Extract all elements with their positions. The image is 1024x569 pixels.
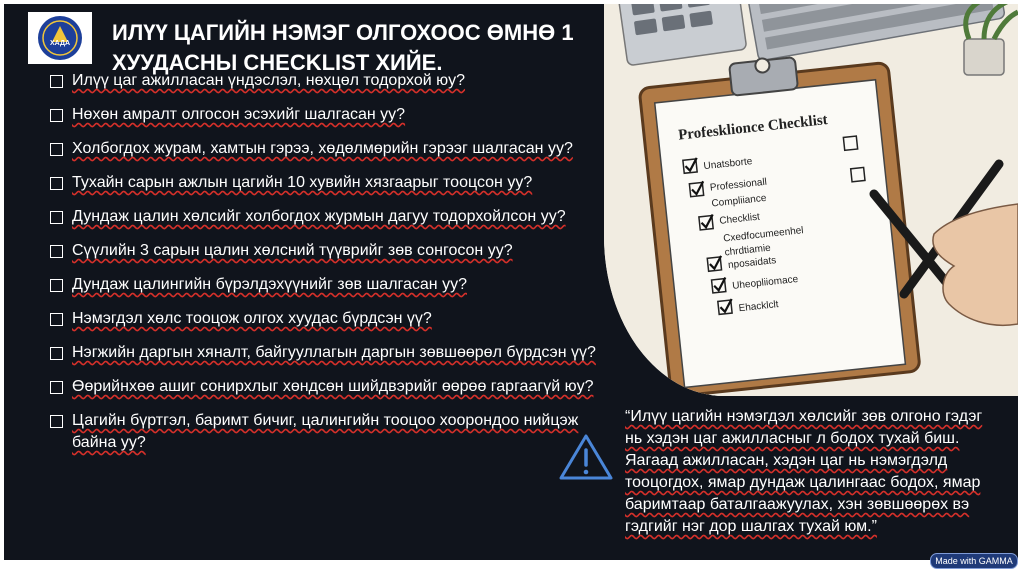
made-with-badge[interactable]: Made with GAMMA <box>930 553 1018 569</box>
checklist <box>50 70 600 466</box>
quote-text <box>625 406 1003 538</box>
checklist-item-text: Нэмэгдэл хөлс тооцож олгох хуудас бүрдсэн үү? <box>72 310 432 327</box>
checklist-item-text: Сүүлийн 3 сарын цалин хөлсний түүврийг зөв сонгосон уу? <box>72 242 513 259</box>
checkbox-icon <box>50 347 63 360</box>
illustration-line: Professionall <box>709 176 768 194</box>
illustration-line: chrdtiamie <box>724 242 772 259</box>
checkbox-icon <box>50 211 63 224</box>
logo-text: ХАДА <box>49 40 71 47</box>
illustration-line: Checklist <box>718 211 761 227</box>
illustration-header: Profesklionce Checklist <box>677 112 829 144</box>
checklist-item <box>50 206 600 228</box>
illustration-line: nposaidats <box>727 255 777 272</box>
checklist-item <box>50 104 600 126</box>
clipboard-icon <box>604 4 1018 396</box>
checklist-item <box>50 308 600 330</box>
checklist-item <box>50 342 600 364</box>
checklist-item-text: Дундаж цалингийн бүрэлдэхүүнийг зөв шалгасан уу? <box>72 276 467 293</box>
clipboard-illustration <box>604 4 1018 396</box>
checkbox-icon <box>50 177 63 190</box>
logo-emblem-icon <box>28 12 92 64</box>
checklist-item <box>50 376 600 398</box>
checklist-item <box>50 274 600 296</box>
checkbox-icon <box>50 313 63 326</box>
illustration-line: Unatsborte <box>703 156 753 173</box>
checklist-item-text: Нөхөн амралт олгосон эсэхийг шалгасан уу? <box>72 106 406 123</box>
checkbox-icon <box>50 381 63 394</box>
checklist-item-text: Холбогдох журам, хамтын гэрээ, хөдөлмөрийн гэрээг шалгасан уу? <box>72 140 573 157</box>
checkbox-icon <box>50 75 63 88</box>
slide-title: ИЛҮҮ ЦАГИЙН НЭМЭГ ОЛГОХООС ӨМНӨ 1 ХУУДАСНЫ CHECKLIST ХИЙЕ. <box>112 20 574 75</box>
checklist-item <box>50 240 600 262</box>
checkbox-icon <box>50 143 63 156</box>
illustration-line: Cxedfocumeenhel <box>722 225 805 245</box>
checkbox-icon <box>50 415 63 428</box>
illustration-line: Compliiance <box>711 192 767 210</box>
illustration-line: Ehacklclt <box>738 299 780 315</box>
checklist-item <box>50 172 600 194</box>
checklist-item-text: Цагийн бүртгэл, баримт бичиг, цалингийн тооцоо хоорондоо нийцэж байна уу? <box>72 412 579 451</box>
slide <box>4 4 1018 560</box>
checkbox-icon <box>50 109 63 122</box>
checkbox-icon <box>50 279 63 292</box>
checklist-item-text: Илүү цаг ажилласан үндэслэл, нөхцөл тодорхой юу? <box>72 72 466 89</box>
logo <box>28 12 92 64</box>
checklist-item <box>50 410 600 454</box>
illustration-line: Uheopliiomace <box>731 273 799 292</box>
checklist-item <box>50 138 600 160</box>
checklist-item <box>50 70 600 92</box>
checklist-item-text: Нэгжийн даргын хяналт, байгууллагын даргын зөвшөөрөл бүрдсэн үү? <box>72 344 596 361</box>
warning-icon <box>558 432 614 482</box>
checklist-item-text: Дундаж цалин хөлсийг холбогдох журмын дагуу тодорхойлсон уу? <box>72 208 566 225</box>
checkbox-icon <box>50 245 63 258</box>
checklist-item-text: Тухайн сарын ажлын цагийн 10 хувийн хязгаарыг тооцсон уу? <box>72 174 533 191</box>
quote-text-content: “Илүү цагийн нэмэгдэл хөлсийг зөв олгоно гэдэг нь хэдэн цаг ажилласныг л бодох тухай биш. Яагаад ажилласан, хэдэн цаг нь нэмэгдэлд тооцогдох, ямар дундаж цалингаас бодох, ямар баримтаар баталгаажуулах, хэн зөвшөөрөх вэ гэдгийг нэг дор шалгах тухай юм.” <box>625 408 983 535</box>
checklist-item-text: Өөрийнхөө ашиг сонирхлыг хөндсөн шийдвэрийг өөрөө гаргаагүй юу? <box>72 378 594 395</box>
